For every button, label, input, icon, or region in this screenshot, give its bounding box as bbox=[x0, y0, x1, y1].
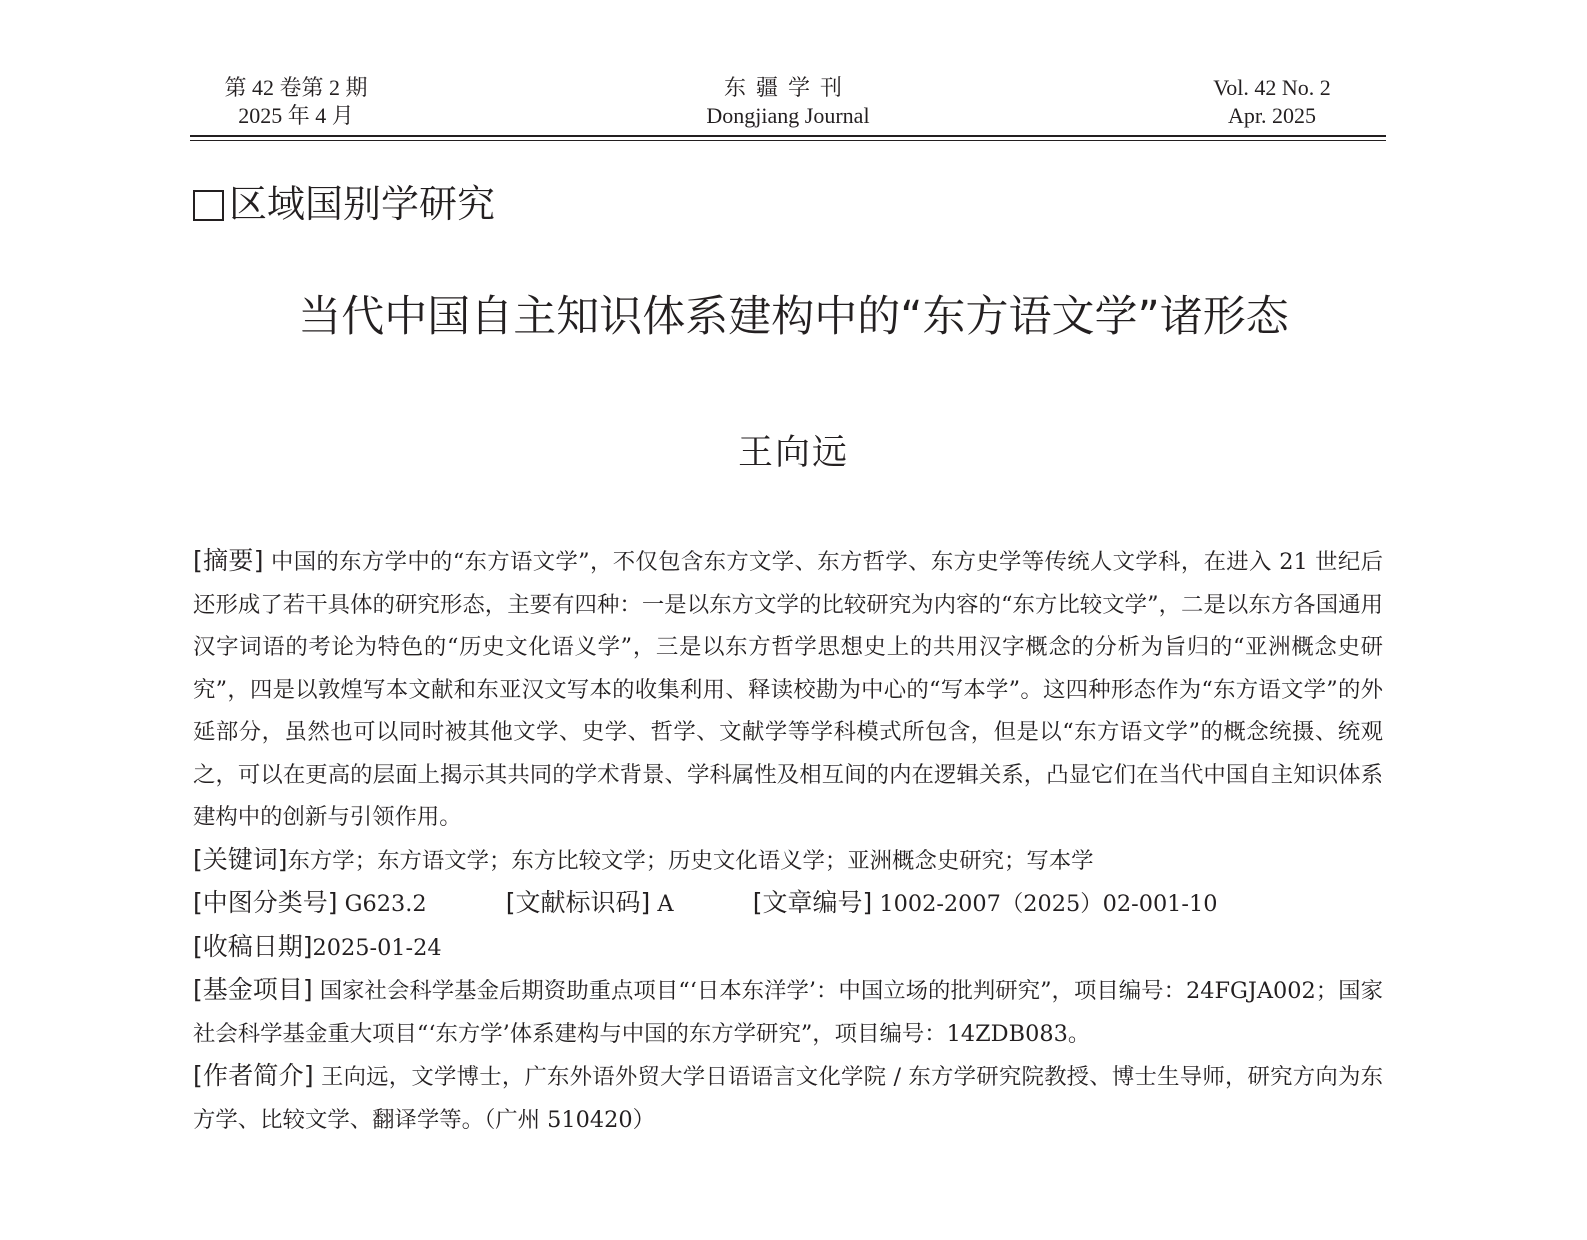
article-no-value: 1002-2007（2025）02-001-10 bbox=[879, 891, 1218, 917]
section-label: 区域国别学研究 bbox=[229, 182, 496, 226]
article-no-label: [文章编号] bbox=[752, 888, 873, 917]
header-date-en: Apr. 2025 bbox=[1228, 103, 1316, 128]
running-header bbox=[190, 74, 1386, 140]
doc-code-label: [文献标识码] bbox=[505, 888, 651, 917]
author-bio-label: [作者简介] bbox=[193, 1061, 314, 1090]
section-square-icon bbox=[193, 190, 224, 221]
classification-line bbox=[193, 882, 1383, 926]
clc-value: G623.2 bbox=[344, 891, 427, 917]
received-date bbox=[193, 926, 1383, 970]
header-date: 2025 年 4 月 bbox=[238, 103, 354, 128]
keywords-text: 东方学；东方语文学；东方比较文学；历史文化语义学；亚洲概念史研究；写本学 bbox=[287, 847, 1094, 874]
author-bio-text: 王向远，文学博士，广东外语外贸大学日语语言文化学院 / 东方学研究院教授、博士生导师，研究方向为东方学、比较文学、翻译学等。（广州 510420） bbox=[193, 1064, 1383, 1133]
header-volume-issue-en: Vol. 42 No. 2 bbox=[1213, 75, 1331, 100]
abstract bbox=[193, 540, 1383, 839]
header-journal-name-en: Dongjiang Journal bbox=[706, 103, 870, 128]
article-author: 王向远 bbox=[737, 433, 849, 473]
header-issue-info-en bbox=[1192, 74, 1352, 130]
fund-info bbox=[193, 969, 1383, 1055]
abstract-text: 中国的东方学中的“东方语文学”，不仅包含东方文学、东方哲学、东方史学等传统人文学科，在进入 21 世纪后还形成了若干具体的研究形态，主要有四种：一是以东方文学的比较研究为内容的“东方比较文学”，二是以东方各国通用汉字词语的考论为特色的“历史文化语义学”，三是以东方哲学思想史上的共用汉字概念的分析为旨归的“亚洲概念史研究”，四是以敦煌写本文献和东亚汉文写本的收集利用、释读校勘为中心的“写本学”。这四种形态作为“东方语文学”的外延部分，虽然也可以同时被其他文学、史学、哲学、文献学等学科模式所包含，但是以“东方语文学”的概念统摄、统观之，可以在更高的层面上揭示其共同的学术背景、学科属性及相互间的内在逻辑关系，凸显它们在当代中国自主知识体系建构中的创新与引领作用。 bbox=[193, 549, 1383, 830]
section-heading bbox=[193, 180, 495, 228]
header-rule-thin bbox=[190, 140, 1386, 141]
keywords-label: [关键词] bbox=[193, 844, 288, 874]
article-front-matter bbox=[193, 540, 1383, 1141]
fund-text: 国家社会科学基金后期资助重点项目“‘日本东洋学’：中国立场的批判研究”，项目编号：24FGJA002；国家社会科学基金重大项目“‘东方学’体系建构与中国的东方学研究”，项目编号：14ZDB083。 bbox=[193, 978, 1383, 1047]
received-label: [收稿日期] bbox=[193, 931, 313, 961]
author-bio bbox=[193, 1055, 1383, 1141]
header-issue-info bbox=[210, 74, 382, 130]
header-journal-name bbox=[668, 74, 908, 130]
fund-label: [基金项目] bbox=[193, 975, 313, 1004]
abstract-label: [摘要] bbox=[193, 546, 264, 575]
header-volume-issue: 第 42 卷第 2 期 bbox=[224, 75, 368, 100]
clc-label: [中图分类号] bbox=[193, 888, 338, 917]
header-journal-name-cn: 东疆学刊 bbox=[723, 75, 852, 100]
article-title: 当代中国自主知识体系建构中的“东方语文学”诸形态 bbox=[298, 292, 1289, 342]
header-rule-thick bbox=[190, 135, 1386, 137]
received-value: 2025-01-24 bbox=[312, 934, 442, 961]
keywords bbox=[193, 839, 1383, 883]
doc-code-value: A bbox=[657, 891, 674, 917]
